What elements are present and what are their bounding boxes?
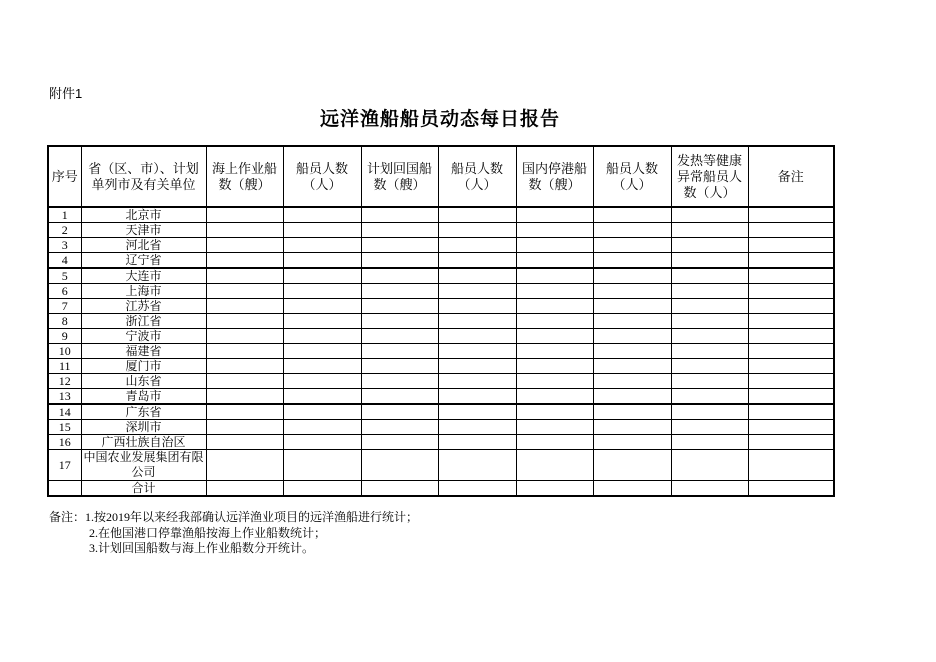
row-index: 9 bbox=[48, 329, 81, 344]
cell-sea-crew[interactable] bbox=[283, 374, 361, 389]
row-unit: 厦门市 bbox=[81, 359, 206, 374]
cell-port-vessels[interactable] bbox=[516, 420, 593, 435]
cell-sea-crew[interactable] bbox=[283, 314, 361, 329]
cell-abnormal-crew[interactable] bbox=[671, 329, 748, 344]
cell-return-vessels[interactable] bbox=[361, 314, 438, 329]
table-row bbox=[48, 284, 834, 299]
cell-return-vessels[interactable] bbox=[361, 284, 438, 299]
cell-port-vessels[interactable] bbox=[516, 435, 593, 450]
attachment-label: 附件1 bbox=[49, 86, 83, 101]
cell-abnormal-crew[interactable] bbox=[671, 253, 748, 269]
cell-abnormal-crew[interactable] bbox=[671, 481, 748, 497]
table-row bbox=[48, 404, 834, 420]
table-row bbox=[48, 238, 834, 253]
cell-port-crew[interactable] bbox=[593, 299, 671, 314]
row-index: 5 bbox=[48, 268, 81, 284]
row-index: 17 bbox=[48, 450, 81, 481]
cell-remarks[interactable] bbox=[748, 223, 834, 238]
row-unit: 山东省 bbox=[81, 374, 206, 389]
cell-remarks[interactable] bbox=[748, 207, 834, 223]
col-header-index: 序号 bbox=[48, 146, 81, 207]
cell-port-crew[interactable] bbox=[593, 223, 671, 238]
cell-sea-vessels[interactable] bbox=[206, 374, 283, 389]
cell-return-crew[interactable] bbox=[438, 404, 516, 420]
table-row bbox=[48, 420, 834, 435]
cell-abnormal-crew[interactable] bbox=[671, 344, 748, 359]
row-unit: 上海市 bbox=[81, 284, 206, 299]
cell-abnormal-crew[interactable] bbox=[671, 435, 748, 450]
row-unit: 合计 bbox=[81, 481, 206, 497]
row-unit: 河北省 bbox=[81, 238, 206, 253]
cell-sea-crew[interactable] bbox=[283, 344, 361, 359]
table-body bbox=[48, 207, 834, 496]
row-index: 12 bbox=[48, 374, 81, 389]
row-unit: 中国农业发展集团有限公司 bbox=[81, 450, 206, 481]
cell-port-vessels[interactable] bbox=[516, 344, 593, 359]
cell-port-crew[interactable] bbox=[593, 344, 671, 359]
cell-port-vessels[interactable] bbox=[516, 284, 593, 299]
row-unit: 深圳市 bbox=[81, 420, 206, 435]
cell-abnormal-crew[interactable] bbox=[671, 268, 748, 284]
cell-sea-vessels[interactable] bbox=[206, 344, 283, 359]
cell-abnormal-crew[interactable] bbox=[671, 404, 748, 420]
row-index: 10 bbox=[48, 344, 81, 359]
cell-abnormal-crew[interactable] bbox=[671, 359, 748, 374]
cell-return-vessels[interactable] bbox=[361, 329, 438, 344]
cell-return-vessels[interactable] bbox=[361, 450, 438, 481]
cell-return-crew[interactable] bbox=[438, 299, 516, 314]
cell-return-vessels[interactable] bbox=[361, 299, 438, 314]
cell-port-crew[interactable] bbox=[593, 420, 671, 435]
cell-return-crew[interactable] bbox=[438, 389, 516, 405]
col-header-port-vessels: 国内停港船数（艘） bbox=[516, 146, 593, 207]
cell-sea-vessels[interactable] bbox=[206, 253, 283, 269]
row-unit: 宁波市 bbox=[81, 329, 206, 344]
cell-port-crew[interactable] bbox=[593, 253, 671, 269]
cell-port-crew[interactable] bbox=[593, 238, 671, 253]
row-index: 2 bbox=[48, 223, 81, 238]
row-index: 4 bbox=[48, 253, 81, 269]
cell-remarks[interactable] bbox=[748, 374, 834, 389]
row-unit: 江苏省 bbox=[81, 299, 206, 314]
cell-sea-vessels[interactable] bbox=[206, 223, 283, 238]
cell-port-crew[interactable] bbox=[593, 359, 671, 374]
header-row bbox=[48, 146, 834, 207]
cell-port-vessels[interactable] bbox=[516, 450, 593, 481]
cell-remarks[interactable] bbox=[748, 314, 834, 329]
cell-sea-vessels[interactable] bbox=[206, 435, 283, 450]
cell-remarks[interactable] bbox=[748, 359, 834, 374]
cell-sea-vessels[interactable] bbox=[206, 450, 283, 481]
cell-return-crew[interactable] bbox=[438, 253, 516, 269]
cell-port-vessels[interactable] bbox=[516, 207, 593, 223]
col-header-return-crew: 船员人数（人） bbox=[438, 146, 516, 207]
row-index: 8 bbox=[48, 314, 81, 329]
cell-port-crew[interactable] bbox=[593, 481, 671, 497]
cell-sea-vessels[interactable] bbox=[206, 329, 283, 344]
cell-port-vessels[interactable] bbox=[516, 314, 593, 329]
cell-remarks[interactable] bbox=[748, 299, 834, 314]
row-index: 7 bbox=[48, 299, 81, 314]
row-unit: 北京市 bbox=[81, 207, 206, 223]
cell-remarks[interactable] bbox=[748, 329, 834, 344]
cell-sea-crew[interactable] bbox=[283, 284, 361, 299]
row-unit: 广东省 bbox=[81, 404, 206, 420]
cell-sea-vessels[interactable] bbox=[206, 268, 283, 284]
cell-return-vessels[interactable] bbox=[361, 223, 438, 238]
table-row bbox=[48, 374, 834, 389]
col-header-remarks: 备注 bbox=[748, 146, 834, 207]
cell-abnormal-crew[interactable] bbox=[671, 299, 748, 314]
table-row bbox=[48, 359, 834, 374]
table-row bbox=[48, 268, 834, 284]
cell-port-crew[interactable] bbox=[593, 314, 671, 329]
notes bbox=[49, 510, 418, 557]
row-unit: 辽宁省 bbox=[81, 253, 206, 269]
cell-port-vessels[interactable] bbox=[516, 404, 593, 420]
cell-return-vessels[interactable] bbox=[361, 238, 438, 253]
cell-sea-vessels[interactable] bbox=[206, 207, 283, 223]
note-line-3: 3.计划回国船数与海上作业船数分开统计。 bbox=[89, 541, 315, 555]
cell-sea-crew[interactable] bbox=[283, 223, 361, 238]
cell-remarks[interactable] bbox=[748, 404, 834, 420]
cell-abnormal-crew[interactable] bbox=[671, 389, 748, 405]
cell-sea-vessels[interactable] bbox=[206, 420, 283, 435]
row-unit: 大连市 bbox=[81, 268, 206, 284]
cell-port-vessels[interactable] bbox=[516, 359, 593, 374]
table-row bbox=[48, 481, 834, 497]
col-header-sea-crew: 船员人数（人） bbox=[283, 146, 361, 207]
cell-return-crew[interactable] bbox=[438, 374, 516, 389]
cell-return-crew[interactable] bbox=[438, 481, 516, 497]
cell-return-vessels[interactable] bbox=[361, 420, 438, 435]
cell-sea-crew[interactable] bbox=[283, 404, 361, 420]
cell-port-vessels[interactable] bbox=[516, 253, 593, 269]
cell-abnormal-crew[interactable] bbox=[671, 420, 748, 435]
table-row bbox=[48, 253, 834, 269]
cell-sea-crew[interactable] bbox=[283, 359, 361, 374]
cell-sea-vessels[interactable] bbox=[206, 389, 283, 405]
cell-abnormal-crew[interactable] bbox=[671, 450, 748, 481]
cell-return-crew[interactable] bbox=[438, 223, 516, 238]
cell-port-vessels[interactable] bbox=[516, 268, 593, 284]
cell-return-crew[interactable] bbox=[438, 359, 516, 374]
row-index bbox=[48, 481, 81, 497]
cell-return-crew[interactable] bbox=[438, 207, 516, 223]
cell-return-crew[interactable] bbox=[438, 420, 516, 435]
cell-return-vessels[interactable] bbox=[361, 435, 438, 450]
row-unit: 广西壮族自治区 bbox=[81, 435, 206, 450]
cell-port-crew[interactable] bbox=[593, 207, 671, 223]
cell-return-vessels[interactable] bbox=[361, 359, 438, 374]
cell-return-vessels[interactable] bbox=[361, 481, 438, 497]
cell-abnormal-crew[interactable] bbox=[671, 284, 748, 299]
cell-sea-vessels[interactable] bbox=[206, 359, 283, 374]
col-header-port-crew: 船员人数（人） bbox=[593, 146, 671, 207]
cell-remarks[interactable] bbox=[748, 435, 834, 450]
row-unit: 浙江省 bbox=[81, 314, 206, 329]
cell-return-crew[interactable] bbox=[438, 238, 516, 253]
cell-abnormal-crew[interactable] bbox=[671, 314, 748, 329]
cell-sea-crew[interactable] bbox=[283, 207, 361, 223]
cell-sea-crew[interactable] bbox=[283, 389, 361, 405]
cell-return-vessels[interactable] bbox=[361, 389, 438, 405]
cell-port-crew[interactable] bbox=[593, 374, 671, 389]
cell-sea-vessels[interactable] bbox=[206, 299, 283, 314]
note-line-1: 备注：1.按2019年以来经我部确认远洋渔业项目的远洋渔船进行统计； bbox=[49, 510, 419, 524]
cell-abnormal-crew[interactable] bbox=[671, 223, 748, 238]
cell-return-crew[interactable] bbox=[438, 268, 516, 284]
row-index: 13 bbox=[48, 389, 81, 405]
cell-remarks[interactable] bbox=[748, 268, 834, 284]
cell-sea-crew[interactable] bbox=[283, 329, 361, 344]
cell-port-crew[interactable] bbox=[593, 404, 671, 420]
table-row bbox=[48, 314, 834, 329]
table-row bbox=[48, 435, 834, 450]
row-index: 3 bbox=[48, 238, 81, 253]
row-unit: 天津市 bbox=[81, 223, 206, 238]
cell-port-crew[interactable] bbox=[593, 268, 671, 284]
cell-return-vessels[interactable] bbox=[361, 207, 438, 223]
row-index: 6 bbox=[48, 284, 81, 299]
cell-abnormal-crew[interactable] bbox=[671, 374, 748, 389]
cell-return-vessels[interactable] bbox=[361, 268, 438, 284]
row-index: 11 bbox=[48, 359, 81, 374]
table-row bbox=[48, 450, 834, 481]
cell-port-vessels[interactable] bbox=[516, 374, 593, 389]
table-row bbox=[48, 223, 834, 238]
cell-sea-crew[interactable] bbox=[283, 450, 361, 481]
col-header-unit: 省（区、市）、计划单列市及有关单位 bbox=[81, 146, 206, 207]
cell-sea-vessels[interactable] bbox=[206, 404, 283, 420]
cell-return-crew[interactable] bbox=[438, 344, 516, 359]
cell-sea-crew[interactable] bbox=[283, 253, 361, 269]
row-index: 14 bbox=[48, 404, 81, 420]
cell-port-vessels[interactable] bbox=[516, 329, 593, 344]
cell-remarks[interactable] bbox=[748, 253, 834, 269]
cell-remarks[interactable] bbox=[748, 344, 834, 359]
row-unit: 青岛市 bbox=[81, 389, 206, 405]
cell-port-vessels[interactable] bbox=[516, 389, 593, 405]
row-index: 1 bbox=[48, 207, 81, 223]
cell-remarks[interactable] bbox=[748, 420, 834, 435]
col-header-sea-vessels: 海上作业船数（艘） bbox=[206, 146, 283, 207]
col-header-return-vessels: 计划回国船数（艘） bbox=[361, 146, 438, 207]
cell-sea-crew[interactable] bbox=[283, 238, 361, 253]
row-index: 15 bbox=[48, 420, 81, 435]
cell-sea-crew[interactable] bbox=[283, 420, 361, 435]
cell-sea-vessels[interactable] bbox=[206, 238, 283, 253]
cell-remarks[interactable] bbox=[748, 450, 834, 481]
cell-port-crew[interactable] bbox=[593, 435, 671, 450]
cell-port-vessels[interactable] bbox=[516, 299, 593, 314]
cell-port-vessels[interactable] bbox=[516, 223, 593, 238]
cell-return-crew[interactable] bbox=[438, 435, 516, 450]
cell-return-vessels[interactable] bbox=[361, 344, 438, 359]
table-row bbox=[48, 389, 834, 405]
row-index: 16 bbox=[48, 435, 81, 450]
cell-port-vessels[interactable] bbox=[516, 481, 593, 497]
cell-port-crew[interactable] bbox=[593, 329, 671, 344]
cell-remarks[interactable] bbox=[748, 284, 834, 299]
cell-port-vessels[interactable] bbox=[516, 238, 593, 253]
cell-port-crew[interactable] bbox=[593, 389, 671, 405]
row-unit: 福建省 bbox=[81, 344, 206, 359]
cell-return-crew[interactable] bbox=[438, 329, 516, 344]
cell-return-vessels[interactable] bbox=[361, 404, 438, 420]
table-row bbox=[48, 329, 834, 344]
cell-remarks[interactable] bbox=[748, 238, 834, 253]
col-header-abnormal-crew: 发热等健康异常船员人数（人） bbox=[671, 146, 748, 207]
table-row bbox=[48, 207, 834, 223]
cell-return-crew[interactable] bbox=[438, 450, 516, 481]
cell-return-crew[interactable] bbox=[438, 284, 516, 299]
cell-remarks[interactable] bbox=[748, 389, 834, 405]
page-title: 远洋渔船船员动态每日报告 bbox=[319, 109, 560, 130]
cell-sea-crew[interactable] bbox=[283, 299, 361, 314]
cell-abnormal-crew[interactable] bbox=[671, 207, 748, 223]
note-line-2: 2.在他国港口停靠渔船按海上作业船数统计； bbox=[89, 525, 327, 540]
cell-remarks[interactable] bbox=[748, 481, 834, 497]
cell-sea-vessels[interactable] bbox=[206, 314, 283, 329]
cell-sea-crew[interactable] bbox=[283, 435, 361, 450]
cell-return-vessels[interactable] bbox=[361, 253, 438, 269]
cell-port-crew[interactable] bbox=[593, 284, 671, 299]
cell-port-crew[interactable] bbox=[593, 450, 671, 481]
cell-sea-vessels[interactable] bbox=[206, 481, 283, 497]
report-table bbox=[47, 145, 835, 497]
cell-sea-crew[interactable] bbox=[283, 268, 361, 284]
table-row bbox=[48, 299, 834, 314]
cell-return-crew[interactable] bbox=[438, 314, 516, 329]
table-row bbox=[48, 344, 834, 359]
cell-sea-crew[interactable] bbox=[283, 481, 361, 497]
cell-abnormal-crew[interactable] bbox=[671, 238, 748, 253]
cell-return-vessels[interactable] bbox=[361, 374, 438, 389]
cell-sea-vessels[interactable] bbox=[206, 284, 283, 299]
